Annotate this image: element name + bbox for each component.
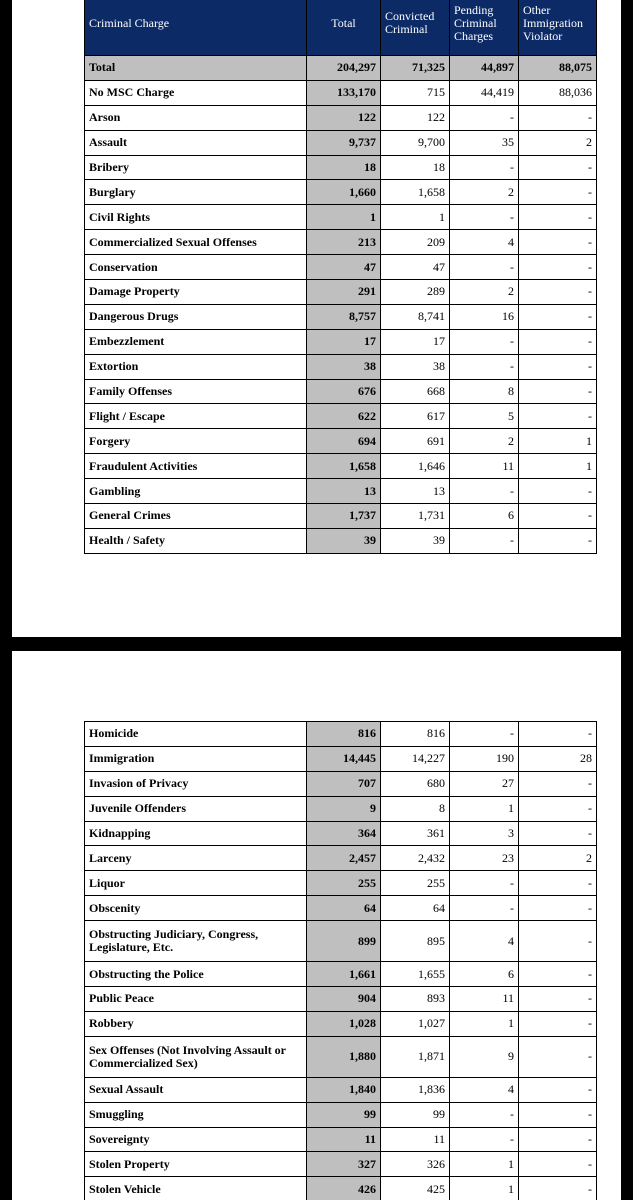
table-row — [85, 871, 597, 896]
convicted-cell: 1,027 — [381, 1011, 450, 1036]
convicted-cell: 1 — [381, 205, 450, 230]
pending-cell: 1 — [450, 796, 519, 821]
charge-name-cell: Smuggling — [85, 1102, 307, 1127]
charge-name-cell: Stolen Vehicle — [85, 1177, 307, 1200]
table-row — [85, 205, 597, 230]
table-row — [85, 255, 597, 280]
total-cell: 64 — [307, 896, 381, 921]
charge-name-cell: Juvenile Offenders — [85, 796, 307, 821]
charge-name-cell: Sexual Assault — [85, 1077, 307, 1102]
convicted-cell: 1,731 — [381, 504, 450, 529]
pending-cell: 16 — [450, 304, 519, 329]
total-cell: 8,757 — [307, 304, 381, 329]
convicted-cell: 680 — [381, 771, 450, 796]
charge-name-cell: Health / Safety — [85, 528, 307, 553]
pending-cell: - — [450, 1102, 519, 1127]
charge-name-cell: Public Peace — [85, 987, 307, 1012]
other-violator-cell: - — [519, 1152, 597, 1177]
total-cell: 38 — [307, 354, 381, 379]
pending-cell: 23 — [450, 846, 519, 871]
convicted-cell: 691 — [381, 429, 450, 454]
charge-name-cell: Liquor — [85, 871, 307, 896]
other-violator-cell: - — [519, 1036, 597, 1077]
other-violator-cell: 1 — [519, 454, 597, 479]
table-row — [85, 722, 597, 747]
other-violator-cell: 88,075 — [519, 56, 597, 81]
other-violator-cell: - — [519, 280, 597, 305]
charges-table-part-2 — [84, 721, 597, 1200]
pending-cell: - — [450, 528, 519, 553]
convicted-cell: 47 — [381, 255, 450, 280]
convicted-cell: 1,836 — [381, 1077, 450, 1102]
total-cell: 426 — [307, 1177, 381, 1200]
convicted-cell: 13 — [381, 479, 450, 504]
other-violator-cell: - — [519, 1077, 597, 1102]
pending-cell: - — [450, 105, 519, 130]
total-cell: 676 — [307, 379, 381, 404]
table-row — [85, 230, 597, 255]
total-cell: 1,658 — [307, 454, 381, 479]
document-page-2 — [12, 651, 621, 1200]
convicted-cell: 38 — [381, 354, 450, 379]
other-violator-cell: - — [519, 504, 597, 529]
convicted-cell: 289 — [381, 280, 450, 305]
table-row — [85, 304, 597, 329]
pending-cell: 11 — [450, 987, 519, 1012]
charges-table-part-1 — [84, 0, 597, 554]
charge-name-cell: General Crimes — [85, 504, 307, 529]
other-violator-cell: - — [519, 230, 597, 255]
pending-cell: 1 — [450, 1011, 519, 1036]
total-cell: 1,840 — [307, 1077, 381, 1102]
table-row — [85, 404, 597, 429]
total-cell: 9 — [307, 796, 381, 821]
charge-name-cell: Total — [85, 56, 307, 81]
convicted-cell: 122 — [381, 105, 450, 130]
table-row — [85, 1152, 597, 1177]
total-cell: 255 — [307, 871, 381, 896]
table-row — [85, 429, 597, 454]
pending-cell: 4 — [450, 1077, 519, 1102]
table-row — [85, 504, 597, 529]
convicted-cell: 8 — [381, 796, 450, 821]
table-row — [85, 1077, 597, 1102]
other-violator-cell: - — [519, 205, 597, 230]
pending-cell: 6 — [450, 962, 519, 987]
other-violator-cell: - — [519, 1127, 597, 1152]
convicted-cell: 14,227 — [381, 746, 450, 771]
other-violator-cell: - — [519, 329, 597, 354]
other-violator-cell: - — [519, 987, 597, 1012]
pending-cell: 1 — [450, 1152, 519, 1177]
pending-cell: 27 — [450, 771, 519, 796]
total-cell: 327 — [307, 1152, 381, 1177]
pending-cell: - — [450, 479, 519, 504]
pending-cell: 6 — [450, 504, 519, 529]
total-cell: 816 — [307, 722, 381, 747]
charge-name-cell: Conservation — [85, 255, 307, 280]
total-cell: 291 — [307, 280, 381, 305]
other-violator-cell: - — [519, 896, 597, 921]
charge-name-cell: Robbery — [85, 1011, 307, 1036]
pending-cell: 5 — [450, 404, 519, 429]
charge-name-cell: Sovereignty — [85, 1127, 307, 1152]
table-row — [85, 479, 597, 504]
other-violator-cell: - — [519, 404, 597, 429]
table-row — [85, 1011, 597, 1036]
pending-cell: 2 — [450, 429, 519, 454]
charge-name-cell: Stolen Property — [85, 1152, 307, 1177]
pending-cell: 2 — [450, 180, 519, 205]
other-violator-cell: - — [519, 155, 597, 180]
header-other-immigration-violator: Other Immigration Violator — [519, 0, 597, 56]
pending-cell: 190 — [450, 746, 519, 771]
other-violator-cell: - — [519, 180, 597, 205]
other-violator-cell: - — [519, 796, 597, 821]
pending-cell: 35 — [450, 130, 519, 155]
charge-name-cell: Gambling — [85, 479, 307, 504]
table-row — [85, 155, 597, 180]
total-cell: 1 — [307, 205, 381, 230]
convicted-cell: 326 — [381, 1152, 450, 1177]
table-row — [85, 454, 597, 479]
total-cell: 1,028 — [307, 1011, 381, 1036]
table-row — [85, 130, 597, 155]
total-cell: 694 — [307, 429, 381, 454]
header-pending-criminal-charges: Pending Criminal Charges — [450, 0, 519, 56]
total-cell: 904 — [307, 987, 381, 1012]
convicted-cell: 425 — [381, 1177, 450, 1200]
charge-name-cell: Forgery — [85, 429, 307, 454]
convicted-cell: 18 — [381, 155, 450, 180]
other-violator-cell: - — [519, 821, 597, 846]
other-violator-cell: - — [519, 1011, 597, 1036]
total-cell: 1,737 — [307, 504, 381, 529]
other-violator-cell: - — [519, 379, 597, 404]
table-row — [85, 528, 597, 553]
charge-name-cell: Extortion — [85, 354, 307, 379]
table-row — [85, 1177, 597, 1200]
total-cell: 364 — [307, 821, 381, 846]
other-violator-cell: - — [519, 722, 597, 747]
table-row — [85, 962, 597, 987]
table-row — [85, 1127, 597, 1152]
other-violator-cell: - — [519, 479, 597, 504]
table-row — [85, 180, 597, 205]
table-header-row — [85, 0, 597, 56]
convicted-cell: 895 — [381, 921, 450, 962]
convicted-cell: 39 — [381, 528, 450, 553]
pending-cell: - — [450, 1127, 519, 1152]
other-violator-cell: - — [519, 1102, 597, 1127]
table-row — [85, 280, 597, 305]
total-cell: 1,660 — [307, 180, 381, 205]
total-cell: 2,457 — [307, 846, 381, 871]
convicted-cell: 99 — [381, 1102, 450, 1127]
total-cell: 707 — [307, 771, 381, 796]
convicted-cell: 71,325 — [381, 56, 450, 81]
convicted-cell: 1,655 — [381, 962, 450, 987]
table-row — [85, 56, 597, 81]
document-page-1 — [12, 0, 621, 637]
header-criminal-charge: Criminal Charge — [85, 0, 307, 56]
convicted-cell: 361 — [381, 821, 450, 846]
total-cell: 9,737 — [307, 130, 381, 155]
convicted-cell: 2,432 — [381, 846, 450, 871]
table-row — [85, 329, 597, 354]
charge-name-cell: Obstructing Judiciary, Congress, Legislature, Etc. — [85, 921, 307, 962]
other-violator-cell: - — [519, 871, 597, 896]
table-row — [85, 921, 597, 962]
other-violator-cell: - — [519, 304, 597, 329]
charge-name-cell: Family Offenses — [85, 379, 307, 404]
total-cell: 133,170 — [307, 80, 381, 105]
total-cell: 11 — [307, 1127, 381, 1152]
charge-name-cell: Burglary — [85, 180, 307, 205]
other-violator-cell: - — [519, 528, 597, 553]
total-cell: 14,445 — [307, 746, 381, 771]
total-cell: 17 — [307, 329, 381, 354]
convicted-cell: 255 — [381, 871, 450, 896]
header-convicted-criminal: Convicted Criminal — [381, 0, 450, 56]
convicted-cell: 1,646 — [381, 454, 450, 479]
table-row — [85, 771, 597, 796]
charge-name-cell: Kidnapping — [85, 821, 307, 846]
pending-cell: - — [450, 722, 519, 747]
other-violator-cell: - — [519, 921, 597, 962]
charge-name-cell: Larceny — [85, 846, 307, 871]
pending-cell: - — [450, 155, 519, 180]
convicted-cell: 816 — [381, 722, 450, 747]
convicted-cell: 1,871 — [381, 1036, 450, 1077]
table-row — [85, 987, 597, 1012]
charge-name-cell: Fraudulent Activities — [85, 454, 307, 479]
pending-cell: 4 — [450, 230, 519, 255]
table-row — [85, 379, 597, 404]
charge-name-cell: Immigration — [85, 746, 307, 771]
total-cell: 39 — [307, 528, 381, 553]
table-row — [85, 746, 597, 771]
table-row — [85, 896, 597, 921]
other-violator-cell: - — [519, 255, 597, 280]
total-cell: 1,661 — [307, 962, 381, 987]
charge-name-cell: Obstructing the Police — [85, 962, 307, 987]
pending-cell: 11 — [450, 454, 519, 479]
other-violator-cell: - — [519, 771, 597, 796]
pending-cell: 1 — [450, 1177, 519, 1200]
table-body-2 — [85, 722, 597, 1200]
charge-name-cell: Embezzlement — [85, 329, 307, 354]
pending-cell: 3 — [450, 821, 519, 846]
table-row — [85, 1102, 597, 1127]
charge-name-cell: Flight / Escape — [85, 404, 307, 429]
convicted-cell: 715 — [381, 80, 450, 105]
total-cell: 122 — [307, 105, 381, 130]
table-row — [85, 796, 597, 821]
charge-name-cell: Homicide — [85, 722, 307, 747]
pending-cell: - — [450, 255, 519, 280]
charge-name-cell: Dangerous Drugs — [85, 304, 307, 329]
convicted-cell: 617 — [381, 404, 450, 429]
other-violator-cell: 28 — [519, 746, 597, 771]
table-row — [85, 354, 597, 379]
convicted-cell: 11 — [381, 1127, 450, 1152]
pending-cell: 44,419 — [450, 80, 519, 105]
other-violator-cell: 88,036 — [519, 80, 597, 105]
table-row — [85, 1036, 597, 1077]
total-cell: 204,297 — [307, 56, 381, 81]
table-row — [85, 821, 597, 846]
other-violator-cell: 1 — [519, 429, 597, 454]
charge-name-cell: Obscenity — [85, 896, 307, 921]
charge-name-cell: Assault — [85, 130, 307, 155]
convicted-cell: 1,658 — [381, 180, 450, 205]
convicted-cell: 8,741 — [381, 304, 450, 329]
other-violator-cell: - — [519, 1177, 597, 1200]
convicted-cell: 893 — [381, 987, 450, 1012]
convicted-cell: 668 — [381, 379, 450, 404]
table-row — [85, 80, 597, 105]
table-row — [85, 105, 597, 130]
other-violator-cell: 2 — [519, 846, 597, 871]
header-total: Total — [307, 0, 381, 56]
total-cell: 13 — [307, 479, 381, 504]
convicted-cell: 209 — [381, 230, 450, 255]
pending-cell: - — [450, 329, 519, 354]
total-cell: 99 — [307, 1102, 381, 1127]
charge-name-cell: Commercialized Sexual Offenses — [85, 230, 307, 255]
table-row — [85, 846, 597, 871]
charge-name-cell: Civil Rights — [85, 205, 307, 230]
pending-cell: - — [450, 896, 519, 921]
pending-cell: 8 — [450, 379, 519, 404]
other-violator-cell: - — [519, 105, 597, 130]
total-cell: 47 — [307, 255, 381, 280]
convicted-cell: 17 — [381, 329, 450, 354]
total-cell: 899 — [307, 921, 381, 962]
pending-cell: - — [450, 354, 519, 379]
charge-name-cell: Invasion of Privacy — [85, 771, 307, 796]
charge-name-cell: Damage Property — [85, 280, 307, 305]
pending-cell: - — [450, 205, 519, 230]
total-cell: 622 — [307, 404, 381, 429]
charge-name-cell: Sex Offenses (Not Involving Assault or Commercialized Sex) — [85, 1036, 307, 1077]
table-body-1 — [85, 56, 597, 554]
other-violator-cell: - — [519, 354, 597, 379]
pending-cell: 44,897 — [450, 56, 519, 81]
pending-cell: 9 — [450, 1036, 519, 1077]
pending-cell: 2 — [450, 280, 519, 305]
convicted-cell: 64 — [381, 896, 450, 921]
total-cell: 18 — [307, 155, 381, 180]
pending-cell: 4 — [450, 921, 519, 962]
charge-name-cell: No MSC Charge — [85, 80, 307, 105]
other-violator-cell: - — [519, 962, 597, 987]
other-violator-cell: 2 — [519, 130, 597, 155]
convicted-cell: 9,700 — [381, 130, 450, 155]
charge-name-cell: Arson — [85, 105, 307, 130]
total-cell: 213 — [307, 230, 381, 255]
total-cell: 1,880 — [307, 1036, 381, 1077]
pending-cell: - — [450, 871, 519, 896]
charge-name-cell: Bribery — [85, 155, 307, 180]
